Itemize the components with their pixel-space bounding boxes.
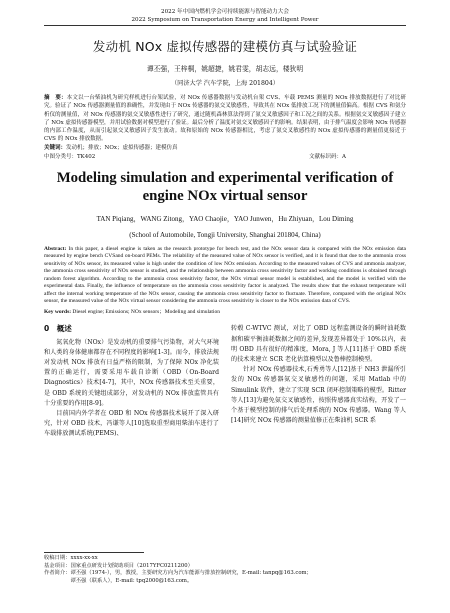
title-english <box>44 169 406 205</box>
authors-english: TAN Piqiang，WANG Zitong，YAO Chaojie，YAO Junwen，Hu Zhiyuan，Lou Diming <box>96 215 354 224</box>
keywords-english-label: Key words: <box>44 309 72 316</box>
body-paragraph: 转毂 C-WTVC 测试，对比了 OBD 远程监测设备的瞬时油耗数据和碳平衡油耗数据之间的差异,发现差异都处于 10%以内，表明 OBD 具有很好的精准度，Mora, J 等人[11]基于 OBD 系统的技术来建立 SCR 老化估算模型以及鲁棒控制模型。 <box>231 325 406 363</box>
affiliation-chinese: （同济大学 汽车学院，上海 201804） <box>171 80 279 87</box>
classification-line <box>44 152 406 160</box>
keywords-english-text: Diesel engine; Emissions; NOx sensors；Modeling and simulation <box>71 309 220 316</box>
footnotes <box>44 552 406 585</box>
affiliation-english: (School of Automobile, Tongji University, Shanghai 201804, China) <box>129 231 321 240</box>
abstract-english-label: Abstract: <box>44 246 67 253</box>
body-paragraph: 氮氧化物（NOx）是发动机的重要排气污染物，对大气环境和人类的身体健康都存在不同程度的影响[1-3]。而今，排放法规对发动机 NOx 排放有日益严格的限制，为了保障 NOx 净化装置的正确运行，需要采用车载自诊断（OBD（On-Board Diagnostics）技术[4-7]，其中，NOx 传感器技术至关重要，是 OBD 系统的关键组成部分，对发动机的 NOx 排放监管具有十分重要的作用[8-9]。 <box>44 338 219 407</box>
title-english-line1: Modeling simulation and experimental verification of <box>56 170 394 187</box>
footnote-author-bio: 作者简介：谭丕强（1974-），男，教授，主要研究方向为汽车能源与排放控制研究，E-mail: tanpq@163.com； <box>44 570 312 577</box>
title-english-line2: engine NOx virtual sensor <box>142 188 308 205</box>
footnote-funding: 基金项目：国家重点研发计划资助项目（2017YFC0211200） <box>44 562 193 569</box>
abstract-chinese-text: 本文以一台柴油机为研究样机进行台架试验，对 NOx 传感器数据与发动机台架 CVS、车载 PEMS 测量的 NOx 排放数据进行了对比研究。验证了 NOx 传感器测量值的准确性，并发现由于 NOx 传感器的氨交叉敏感性，导致其在 NOx 低排放工况下的测量值偏高。根据 CVS 和氨分析仪的测量值，对 NOx 传感器的氨交叉敏感性进行了研究，通过随机森林算法得到了氨交叉敏感因子和工况之间的关系。根据氨交叉敏感因子建立了 NOx 虚拟传感器模型，并用试验数据对模型进行了验证。最后分析了温度对氨交叉敏感因子的影响。结果表明，由于排气温度会影响 NOx 传感器的内部工作温度，从而引起氨交叉敏感因子发生波动。故和原始的 NOx 传感器相比，考虑了氨交叉敏感性的 NOx 虚拟传感器的测量值更接近于 CVS 的 NOx 排放数据。 <box>44 95 406 143</box>
footnote-contact: 谭丕强（联系人），E-mail: tpq2000@163.com。 <box>44 577 193 584</box>
document-code: 文献标识码：A <box>309 154 346 161</box>
authors-chinese: 谭丕强，王梓桐，姚超捷，姚君雯，胡志远，楼狄明 <box>146 65 304 73</box>
section-heading-overview: 0 概述 <box>44 324 72 334</box>
clc-number: 中图分类号：TK402 <box>44 154 96 161</box>
title-chinese: 发动机 NOx 虚拟传感器的建模仿真与试验验证 <box>92 39 358 54</box>
keywords-english <box>44 307 406 315</box>
running-header <box>44 0 406 26</box>
footnote-received: 收稿日期：xxxx-xx-xx <box>44 555 98 561</box>
abstract-chinese-label: 摘 要： <box>44 95 67 101</box>
abstract-english <box>44 246 406 305</box>
header-conference-zh: 2022 年中国内燃机学会可持续能源与智能动力大会 <box>161 9 289 15</box>
abstract-english-text: In this paper, a diesel engine is taken as the research prototype for bench test, and the NOx sensor data is compared with the NOx emission data measured by engine bench CVSand on-board PEMs. The reliability of the measured value of NOx sensor is verified, and it is found that due to the ammonia cross sensitivity of NOx sensor, its measured value is high under the condition of low NOx emission. According to the measured values of CVS and ammonia analyzer, the ammonia cross sensitivity of NOx sensor is studied, and the relationship between ammonia cross sensitivity factor and working conditions is obtained through random forest algorithm. According to the ammonia cross sensitivity factor, the NOx virtual sensor model is established, and the model is verified with the experimental data. Finally, the influence of temperature on the ammonia cross sensitivity factor is analyzed. The results show that the exhaust temperature will affect the internal working temperature of the NOx sensor, causing the ammonia cross sensitivity factor to fluctuate. Therefore, compared with the original NOx sensor, the measured value of the NOx virtual sensor considering the ammonia cross sensitivity is closer to the NOx emission data of CVS. <box>44 246 406 304</box>
keywords-chinese-label: 关键词： <box>44 144 67 151</box>
keywords-chinese-text: 发动机；排放；NOx；虚拟传感器；建模仿真 <box>66 144 178 151</box>
left-column <box>44 324 219 439</box>
body-paragraph: 针对 NOx 传感器技术,石秀勇等人[12]基于 NH3 泄漏所引发的 NOx 传感器氨交叉敏感性的问题，采用 Matlab 中的 Simulink 软件，建立了实现 SCR 闭环控制策略的模型。Ritter 等人[13]为避免氨交叉敏感性，按照传感器真实结构，开发了一个基于模型控制的排气后处理系统的 NOx 传感器。Wang 等人[14]研究 NOx 传感器的测量值修正在柴油机 SCR 系 <box>231 366 406 425</box>
body-paragraph: 目前国内外学者在 OBD 和 NOx 传感器技术展开了深入研究，针对 OBD 技术，冯谦等人[10]选取重型商用柴油车进行了车载排放测试系统(PEMS)、 <box>44 409 219 438</box>
abstract-chinese <box>44 94 406 144</box>
header-rule <box>44 25 406 26</box>
body-columns <box>44 324 406 439</box>
header-conference-en: 2022 Symposium on Transportation Energy and Intelligent Power <box>131 17 319 23</box>
footnote-rule <box>44 552 144 553</box>
keywords-chinese <box>44 144 406 152</box>
right-column <box>231 324 406 439</box>
